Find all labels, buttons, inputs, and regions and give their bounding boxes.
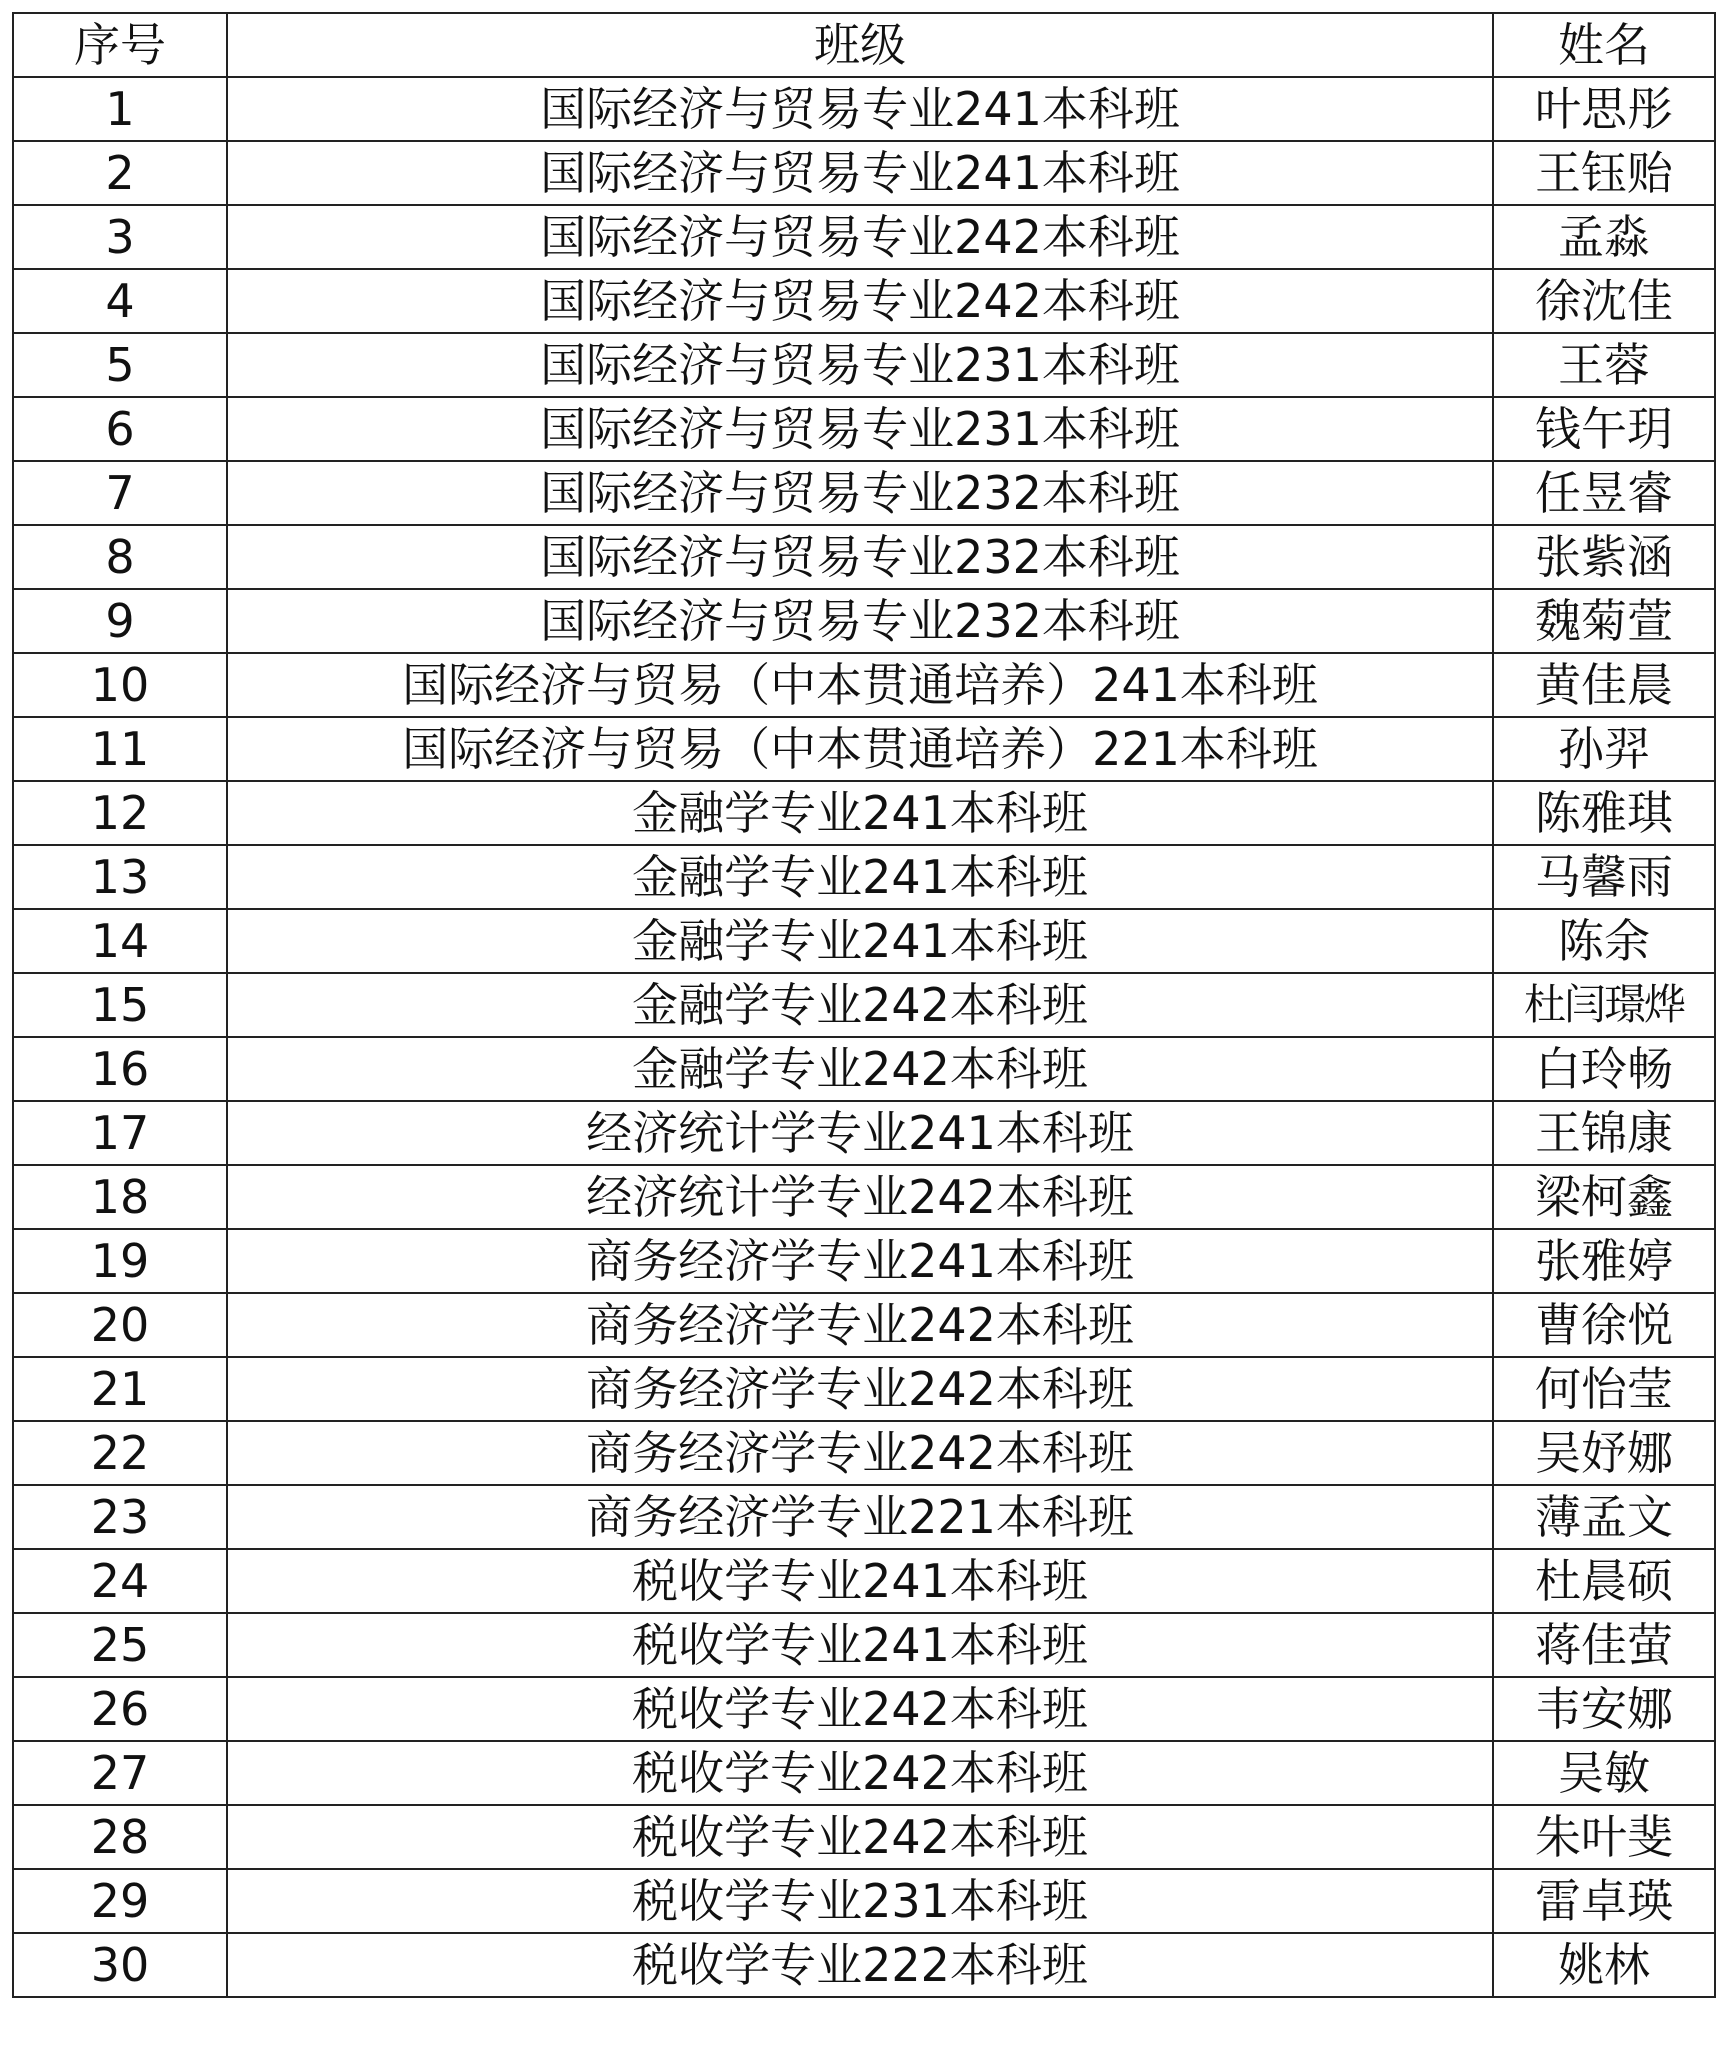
cell-no: 3 xyxy=(13,205,227,269)
cell-no: 15 xyxy=(13,973,227,1037)
cell-no: 9 xyxy=(13,589,227,653)
cell-name: 叶思彤 xyxy=(1493,77,1715,141)
cell-class: 税收学专业241本科班 xyxy=(227,1549,1493,1613)
cell-no: 23 xyxy=(13,1485,227,1549)
cell-name: 孟淼 xyxy=(1493,205,1715,269)
cell-name: 黄佳晨 xyxy=(1493,653,1715,717)
table-row xyxy=(13,1101,1715,1165)
cell-class: 经济统计学专业242本科班 xyxy=(227,1165,1493,1229)
cell-class: 税收学专业242本科班 xyxy=(227,1741,1493,1805)
table-row xyxy=(13,1037,1715,1101)
table-row xyxy=(13,845,1715,909)
cell-class: 国际经济与贸易专业242本科班 xyxy=(227,269,1493,333)
cell-name: 杜晨硕 xyxy=(1493,1549,1715,1613)
cell-class: 金融学专业241本科班 xyxy=(227,781,1493,845)
table-row xyxy=(13,1229,1715,1293)
cell-name: 杜闫璟烨 xyxy=(1493,973,1715,1037)
cell-class: 商务经济学专业242本科班 xyxy=(227,1293,1493,1357)
cell-class: 国际经济与贸易专业242本科班 xyxy=(227,205,1493,269)
cell-name: 蒋佳萤 xyxy=(1493,1613,1715,1677)
cell-no: 8 xyxy=(13,525,227,589)
table-row xyxy=(13,333,1715,397)
cell-class: 商务经济学专业241本科班 xyxy=(227,1229,1493,1293)
cell-no: 28 xyxy=(13,1805,227,1869)
cell-no: 19 xyxy=(13,1229,227,1293)
cell-class: 商务经济学专业221本科班 xyxy=(227,1485,1493,1549)
cell-no: 30 xyxy=(13,1933,227,1997)
table-row xyxy=(13,1549,1715,1613)
table-row xyxy=(13,717,1715,781)
cell-name: 吴敏 xyxy=(1493,1741,1715,1805)
cell-name: 徐沈佳 xyxy=(1493,269,1715,333)
table-row xyxy=(13,589,1715,653)
cell-name: 王锦康 xyxy=(1493,1101,1715,1165)
table-row xyxy=(13,1869,1715,1933)
cell-name: 张紫涵 xyxy=(1493,525,1715,589)
cell-name: 白玲畅 xyxy=(1493,1037,1715,1101)
table-row xyxy=(13,1613,1715,1677)
cell-class: 金融学专业242本科班 xyxy=(227,973,1493,1037)
cell-name: 张雅婷 xyxy=(1493,1229,1715,1293)
cell-name: 王钰贻 xyxy=(1493,141,1715,205)
cell-name: 韦安娜 xyxy=(1493,1677,1715,1741)
cell-class: 国际经济与贸易（中本贯通培养）221本科班 xyxy=(227,717,1493,781)
cell-class: 经济统计学专业241本科班 xyxy=(227,1101,1493,1165)
cell-name: 孙羿 xyxy=(1493,717,1715,781)
table-row xyxy=(13,205,1715,269)
cell-no: 24 xyxy=(13,1549,227,1613)
cell-class: 商务经济学专业242本科班 xyxy=(227,1421,1493,1485)
table-row xyxy=(13,1165,1715,1229)
cell-class: 国际经济与贸易专业232本科班 xyxy=(227,525,1493,589)
cell-name: 曹徐悦 xyxy=(1493,1293,1715,1357)
cell-no: 4 xyxy=(13,269,227,333)
cell-class: 国际经济与贸易专业241本科班 xyxy=(227,77,1493,141)
cell-class: 商务经济学专业242本科班 xyxy=(227,1357,1493,1421)
cell-no: 22 xyxy=(13,1421,227,1485)
cell-no: 6 xyxy=(13,397,227,461)
table-row xyxy=(13,1357,1715,1421)
table-row xyxy=(13,1805,1715,1869)
cell-no: 20 xyxy=(13,1293,227,1357)
cell-class: 金融学专业241本科班 xyxy=(227,845,1493,909)
table-row xyxy=(13,141,1715,205)
header-cell-class: 班级 xyxy=(227,13,1493,77)
cell-name: 陈余 xyxy=(1493,909,1715,973)
cell-class: 税收学专业242本科班 xyxy=(227,1805,1493,1869)
table-row xyxy=(13,1677,1715,1741)
cell-class: 税收学专业222本科班 xyxy=(227,1933,1493,1997)
cell-no: 10 xyxy=(13,653,227,717)
cell-no: 11 xyxy=(13,717,227,781)
cell-name: 吴妤娜 xyxy=(1493,1421,1715,1485)
cell-name: 姚林 xyxy=(1493,1933,1715,1997)
table-row xyxy=(13,397,1715,461)
table-row xyxy=(13,1933,1715,1997)
cell-no: 7 xyxy=(13,461,227,525)
cell-no: 1 xyxy=(13,77,227,141)
cell-name: 雷卓瑛 xyxy=(1493,1869,1715,1933)
cell-no: 26 xyxy=(13,1677,227,1741)
cell-class: 金融学专业241本科班 xyxy=(227,909,1493,973)
cell-class: 国际经济与贸易专业231本科班 xyxy=(227,397,1493,461)
cell-name: 薄孟文 xyxy=(1493,1485,1715,1549)
header-cell-name: 姓名 xyxy=(1493,13,1715,77)
cell-no: 21 xyxy=(13,1357,227,1421)
table-row xyxy=(13,461,1715,525)
cell-class: 税收学专业242本科班 xyxy=(227,1677,1493,1741)
cell-name: 任昱睿 xyxy=(1493,461,1715,525)
cell-name: 魏菊萱 xyxy=(1493,589,1715,653)
cell-no: 14 xyxy=(13,909,227,973)
header-row xyxy=(13,13,1715,77)
table-row xyxy=(13,1421,1715,1485)
cell-name: 朱叶斐 xyxy=(1493,1805,1715,1869)
table-row xyxy=(13,973,1715,1037)
cell-no: 27 xyxy=(13,1741,227,1805)
cell-class: 国际经济与贸易专业241本科班 xyxy=(227,141,1493,205)
table-row xyxy=(13,781,1715,845)
cell-no: 13 xyxy=(13,845,227,909)
cell-no: 18 xyxy=(13,1165,227,1229)
cell-name: 陈雅琪 xyxy=(1493,781,1715,845)
table-row xyxy=(13,653,1715,717)
cell-class: 税收学专业241本科班 xyxy=(227,1613,1493,1677)
cell-class: 国际经济与贸易专业232本科班 xyxy=(227,461,1493,525)
cell-name: 王蓉 xyxy=(1493,333,1715,397)
cell-name: 何怡莹 xyxy=(1493,1357,1715,1421)
table-row xyxy=(13,269,1715,333)
cell-no: 2 xyxy=(13,141,227,205)
cell-no: 12 xyxy=(13,781,227,845)
cell-class: 金融学专业242本科班 xyxy=(227,1037,1493,1101)
cell-name: 钱午玥 xyxy=(1493,397,1715,461)
table-row xyxy=(13,1485,1715,1549)
cell-no: 16 xyxy=(13,1037,227,1101)
student-class-table xyxy=(12,12,1716,1998)
cell-name: 梁柯鑫 xyxy=(1493,1165,1715,1229)
cell-no: 29 xyxy=(13,1869,227,1933)
cell-name: 马馨雨 xyxy=(1493,845,1715,909)
table-row xyxy=(13,1741,1715,1805)
header-cell-no: 序号 xyxy=(13,13,227,77)
cell-class: 税收学专业231本科班 xyxy=(227,1869,1493,1933)
cell-class: 国际经济与贸易专业231本科班 xyxy=(227,333,1493,397)
cell-no: 17 xyxy=(13,1101,227,1165)
cell-no: 25 xyxy=(13,1613,227,1677)
table-row xyxy=(13,1293,1715,1357)
table-row xyxy=(13,909,1715,973)
table-row xyxy=(13,525,1715,589)
cell-class: 国际经济与贸易专业232本科班 xyxy=(227,589,1493,653)
cell-no: 5 xyxy=(13,333,227,397)
cell-class: 国际经济与贸易（中本贯通培养）241本科班 xyxy=(227,653,1493,717)
table-row xyxy=(13,77,1715,141)
